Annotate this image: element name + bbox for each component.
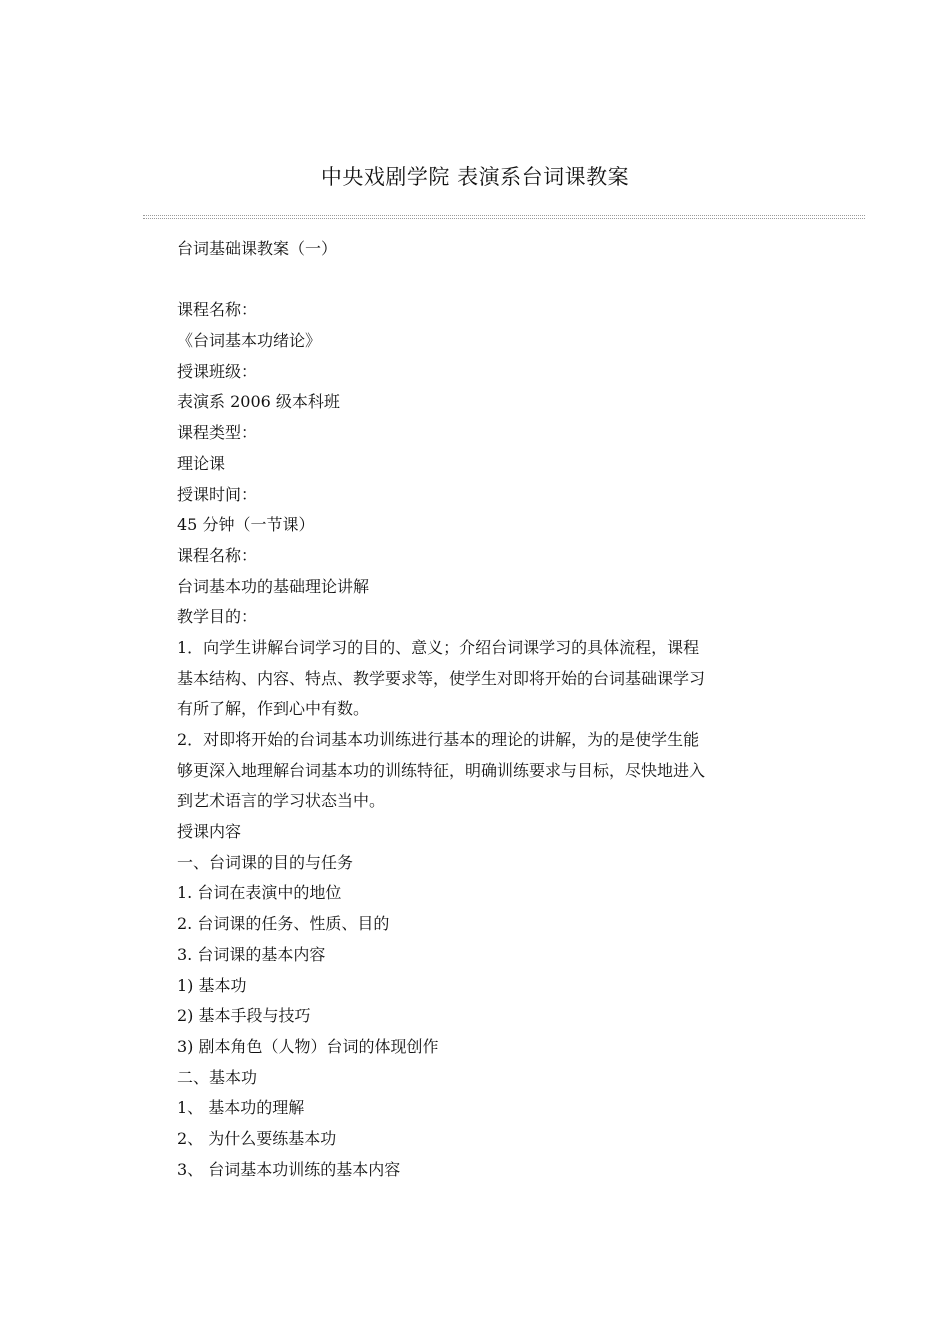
field-value-course-name: 《台词基本功绪论》 xyxy=(177,331,322,351)
field-value-class: 表演系 2006 级本科班 xyxy=(177,392,340,412)
outline-heading: 授课内容 xyxy=(177,822,242,842)
objective-1-line-3: 有所了解，作到心中有数。 xyxy=(177,699,370,719)
field-label-course-type: 课程类型： xyxy=(177,423,258,443)
outline-section-2: 二、基本功 xyxy=(177,1067,258,1087)
outline-subitem: 1) 基本功 xyxy=(177,975,247,995)
outline-item: 2、 为什么要练基本功 xyxy=(177,1128,337,1148)
field-value-duration: 45 分钟（一节课） xyxy=(177,515,315,535)
objective-1-line-1: 1．向学生讲解台词学习的目的、意义；介绍台词课学习的具体流程，课程 xyxy=(177,637,700,657)
field-label-course-name: 课程名称： xyxy=(177,300,258,320)
objective-2-line-1: 2．对即将开始的台词基本功训练进行基本的理论的讲解，为的是使学生能 xyxy=(177,730,700,749)
title-divider xyxy=(143,215,865,219)
field-label-objective: 教学目的： xyxy=(177,607,258,627)
objective-2-line-3: 到艺术语言的学习状态当中。 xyxy=(177,791,386,811)
outline-section-1: 一、台词课的目的与任务 xyxy=(177,852,354,872)
document-body xyxy=(177,234,787,1185)
objective-1-line-2: 基本结构、内容、特点、教学要求等，使学生对即将开始的台词基础课学习 xyxy=(177,668,706,688)
objective-2-line-2: 够更深入地理解台词基本功的训练特征，明确训练要求与目标，尽快地进入 xyxy=(177,760,706,780)
outline-item: 3、 台词基本功训练的基本内容 xyxy=(177,1159,401,1179)
outline-item: 1. 台词在表演中的地位 xyxy=(177,883,342,903)
outline-subitem: 2) 基本手段与技巧 xyxy=(177,1006,311,1026)
lesson-subtitle: 台词基础课教案（一） xyxy=(177,239,338,258)
field-label-class: 授课班级： xyxy=(177,361,258,381)
outline-item: 2. 台词课的任务、性质、目的 xyxy=(177,914,390,934)
field-label-topic: 课程名称： xyxy=(177,545,258,565)
outline-item: 3. 台词课的基本内容 xyxy=(177,944,326,964)
outline-item: 1、 基本功的理解 xyxy=(177,1098,305,1118)
outline-subitem: 3) 剧本角色（人物）台词的体现创作 xyxy=(177,1036,439,1056)
field-label-duration: 授课时间： xyxy=(177,484,258,504)
field-value-course-type: 理论课 xyxy=(177,453,226,473)
field-value-topic: 台词基本功的基础理论讲解 xyxy=(177,576,370,596)
document-title: 中央戏剧学院 表演系台词课教案 xyxy=(320,165,630,189)
blank-line xyxy=(177,265,787,296)
